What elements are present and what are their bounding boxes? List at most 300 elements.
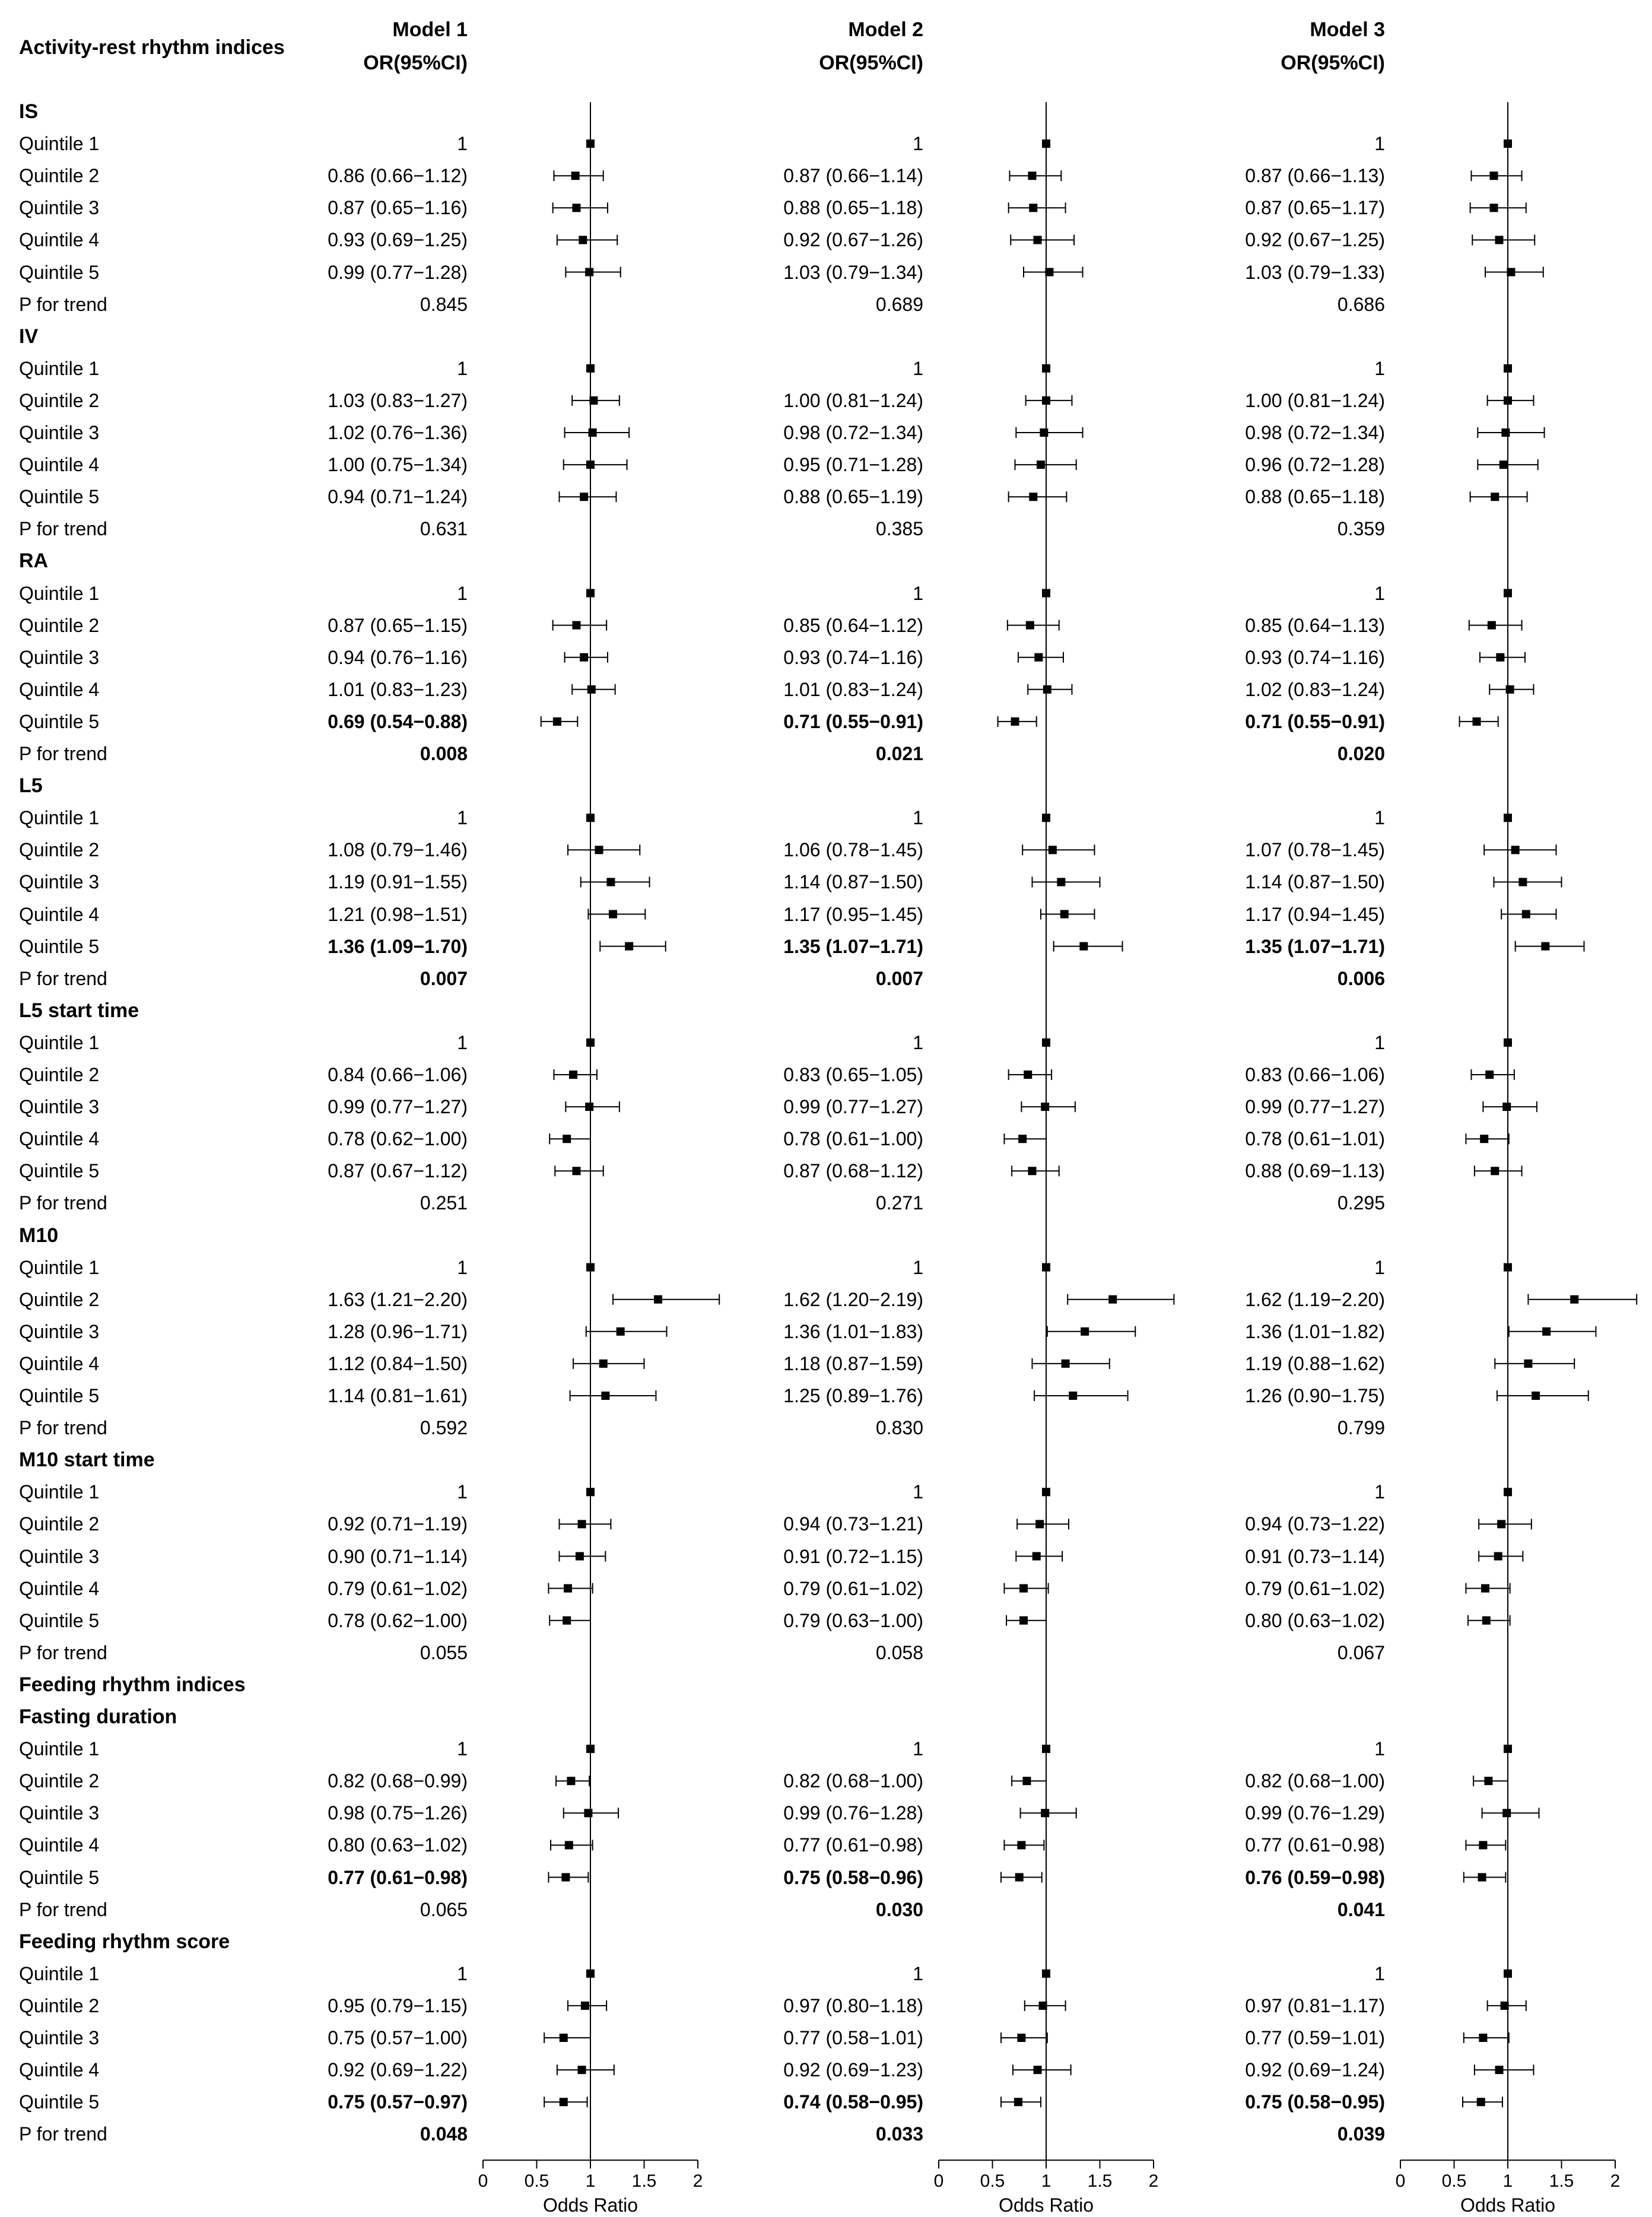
p-trend-label: P for trend [19, 1417, 107, 1439]
or-ci-value: 1.63 (1.21−2.20) [328, 1288, 468, 1310]
or-point [1019, 1616, 1028, 1625]
or-ci-value: 1 [457, 1962, 468, 1984]
ci-mark [566, 267, 620, 278]
or-ci-value: 1 [1374, 582, 1385, 604]
or-ci-value: 1.36 (1.01−1.82) [1245, 1320, 1385, 1342]
ci-mark [1485, 267, 1543, 278]
ci-mark [1482, 1808, 1539, 1818]
or-ci-value: 0.77 (0.58−1.01) [783, 2027, 923, 2048]
ci-mark [1504, 1970, 1512, 1978]
or-point [1041, 1103, 1049, 1111]
p-trend-value: 0.592 [420, 1417, 468, 1439]
quintile-label: Quintile 2 [19, 1064, 100, 1085]
or-ci-value: 0.94 (0.71−1.24) [328, 486, 468, 508]
p-trend-value: 0.007 [875, 967, 923, 989]
p-trend-value: 0.359 [1337, 518, 1385, 540]
x-axis-label-model-1: Odds Ratio [542, 2194, 638, 2216]
ci-mark [1009, 202, 1066, 213]
or-point [1478, 1873, 1486, 1882]
ci-mark [1484, 844, 1556, 855]
or-point [595, 846, 603, 854]
or-point [580, 653, 588, 662]
or-ci-value: 0.82 (0.68−1.00) [1245, 1770, 1385, 1792]
or-ci-value: 1.06 (0.78−1.45) [783, 839, 923, 861]
or-point [1496, 653, 1504, 662]
ci-mark [1501, 909, 1556, 920]
or-ci-value: 0.69 (0.54−0.88) [328, 710, 468, 732]
or-ci-value: 1.12 (0.84−1.50) [328, 1352, 468, 1374]
or-point [585, 1103, 593, 1111]
or-point [586, 1745, 595, 1753]
or-ci-value: 1 [913, 807, 923, 829]
quintile-label: Quintile 2 [19, 1770, 100, 1792]
ci-mark [586, 1745, 595, 1753]
quintile-label: Quintile 4 [19, 678, 100, 700]
ci-mark [1042, 1745, 1050, 1753]
or-point [1045, 268, 1053, 277]
ci-mark [1468, 1615, 1510, 1626]
x-tick-label: 0 [1395, 2171, 1406, 2191]
or-point [1485, 1071, 1494, 1079]
x-tick-label: 1.5 [631, 2171, 657, 2191]
quintile-label: Quintile 1 [19, 1256, 100, 1278]
or-ci-value: 1 [457, 1481, 468, 1503]
p-trend-value: 0.039 [1337, 2123, 1385, 2145]
x-tick-label: 1.5 [1087, 2171, 1113, 2191]
or-ci-value: 0.92 (0.69−1.23) [783, 2059, 923, 2081]
x-tick-label: 1.5 [1549, 2171, 1574, 2191]
model-subheading-2: OR(95%CI) [819, 52, 923, 74]
ci-mark [572, 395, 620, 406]
ci-mark [1001, 2097, 1041, 2107]
ci-mark [586, 1970, 595, 1978]
or-point [1491, 493, 1499, 501]
quintile-label: Quintile 1 [19, 1481, 100, 1503]
or-ci-value: 1.03 (0.79−1.33) [1245, 261, 1385, 283]
ci-mark [1011, 234, 1074, 245]
quintile-label: Quintile 2 [19, 1994, 100, 2016]
or-ci-value: 0.75 (0.57−0.97) [328, 2091, 468, 2113]
or-point [1042, 1488, 1050, 1496]
or-point [586, 1263, 595, 1272]
or-ci-value: 1 [1374, 1256, 1385, 1278]
or-ci-value: 0.97 (0.80−1.18) [783, 1994, 923, 2016]
ci-mark [1001, 2032, 1047, 2043]
or-ci-value: 1 [1374, 133, 1385, 155]
quintile-label: Quintile 3 [19, 1802, 100, 1824]
quintile-label: Quintile 1 [19, 1738, 100, 1760]
or-point [571, 171, 580, 180]
ci-mark [572, 684, 615, 695]
p-trend-value: 0.007 [420, 967, 468, 989]
or-ci-value: 1 [1374, 1738, 1385, 1760]
ci-mark [568, 844, 640, 855]
or-point [586, 139, 595, 148]
or-ci-value: 0.87 (0.67−1.12) [328, 1160, 468, 1182]
ci-mark [588, 909, 645, 920]
or-point [569, 1071, 577, 1079]
or-ci-value: 1.00 (0.81−1.24) [1245, 389, 1385, 411]
or-ci-value: 1.17 (0.95−1.45) [783, 903, 923, 925]
or-point [1069, 1392, 1077, 1400]
or-point [1504, 1038, 1512, 1047]
quintile-label: Quintile 5 [19, 1385, 100, 1406]
or-point [572, 204, 580, 212]
or-point [1022, 1777, 1031, 1785]
or-point [1504, 396, 1512, 405]
quintile-label: Quintile 4 [19, 454, 100, 476]
quintile-label: Quintile 1 [19, 1962, 100, 1984]
row-group-header: L5 [19, 774, 43, 798]
or-ci-value: 1.14 (0.81−1.61) [328, 1385, 468, 1406]
or-point [1504, 589, 1512, 598]
or-ci-value: 1.14 (0.87−1.50) [1245, 871, 1385, 893]
section-title: Activity-rest rhythm indices [19, 36, 285, 59]
p-trend-label: P for trend [19, 1192, 107, 1214]
p-trend-value: 0.055 [420, 1641, 468, 1663]
or-ci-value: 0.79 (0.61−1.02) [328, 1577, 468, 1599]
p-trend-value: 0.295 [1337, 1192, 1385, 1214]
or-ci-value: 0.91 (0.73−1.14) [1245, 1545, 1385, 1567]
ci-mark [564, 459, 627, 470]
or-ci-value: 1 [457, 1256, 468, 1278]
or-point [1518, 878, 1527, 886]
p-trend-label: P for trend [19, 1641, 107, 1663]
or-ci-value: 1.02 (0.83−1.24) [1245, 678, 1385, 700]
model-subheading-1: OR(95%CI) [363, 52, 468, 74]
or-ci-value: 0.78 (0.62−1.00) [328, 1128, 468, 1150]
p-trend-value: 0.006 [1337, 967, 1385, 989]
ci-mark [1516, 941, 1584, 952]
ci-mark [1042, 814, 1050, 822]
or-point [1504, 1745, 1512, 1753]
or-ci-value: 0.88 (0.65−1.18) [783, 197, 923, 219]
ci-mark [1042, 1038, 1050, 1047]
ci-mark [1016, 1551, 1062, 1562]
or-point [1495, 2066, 1504, 2074]
quintile-label: Quintile 1 [19, 582, 100, 604]
ci-mark [586, 1488, 595, 1496]
ci-mark [1480, 652, 1525, 663]
ci-mark [551, 1840, 593, 1850]
or-point [563, 1135, 571, 1143]
quintile-label: Quintile 4 [19, 1352, 100, 1374]
or-point [1501, 2002, 1509, 2010]
quintile-label: Quintile 3 [19, 646, 100, 668]
or-point [560, 2034, 568, 2042]
ci-mark [1025, 2000, 1066, 2011]
or-point [654, 1295, 662, 1304]
ci-mark [1008, 620, 1059, 631]
quintile-label: Quintile 4 [19, 229, 100, 251]
or-point [1479, 1841, 1487, 1849]
or-point [1042, 139, 1050, 148]
or-ci-value: 0.90 (0.71−1.14) [328, 1545, 468, 1567]
ci-mark [554, 170, 603, 181]
or-ci-value: 0.79 (0.61−1.02) [1245, 1577, 1385, 1599]
or-ci-value: 1.19 (0.88−1.62) [1245, 1352, 1385, 1374]
ci-mark [560, 1551, 606, 1562]
or-point [1060, 910, 1069, 919]
or-ci-value: 0.87 (0.66−1.14) [783, 165, 923, 187]
p-trend-label: P for trend [19, 518, 107, 540]
or-point [576, 1552, 584, 1561]
quintile-label: Quintile 5 [19, 261, 100, 283]
ci-mark [1479, 1519, 1532, 1529]
or-point [1034, 653, 1043, 662]
p-trend-label: P for trend [19, 293, 107, 315]
or-ci-value: 0.76 (0.59−0.98) [1245, 1866, 1385, 1888]
or-point [561, 1873, 570, 1882]
or-point [1504, 139, 1512, 148]
or-ci-value: 0.97 (0.81−1.17) [1245, 1994, 1385, 2016]
quintile-label: Quintile 2 [19, 839, 100, 861]
or-point [589, 428, 597, 437]
or-ci-value: 0.92 (0.67−1.25) [1245, 229, 1385, 251]
ci-mark [1463, 2097, 1502, 2107]
or-ci-value: 1 [913, 1738, 923, 1760]
or-point [586, 589, 595, 598]
or-point [606, 878, 615, 886]
or-ci-value: 0.91 (0.72−1.15) [783, 1545, 923, 1567]
or-point [1019, 1584, 1028, 1593]
or-ci-value: 1 [457, 1031, 468, 1053]
or-point [1570, 1295, 1578, 1304]
ci-mark [1488, 2000, 1526, 2011]
or-ci-value: 1.17 (0.94−1.45) [1245, 903, 1385, 925]
or-point [1040, 428, 1048, 437]
or-point [1018, 1135, 1027, 1143]
or-point [1504, 364, 1512, 373]
or-point [578, 1520, 586, 1528]
or-point [1026, 621, 1034, 630]
or-point [1042, 1263, 1050, 1272]
or-point [1057, 878, 1065, 886]
or-ci-value: 1.07 (0.78−1.45) [1245, 839, 1385, 861]
ci-mark [1495, 1358, 1574, 1369]
ci-mark [544, 2032, 590, 2043]
ci-mark [1001, 1872, 1042, 1883]
or-ci-value: 0.79 (0.63−1.00) [783, 1609, 923, 1631]
or-ci-value: 0.92 (0.69−1.22) [328, 2059, 468, 2081]
or-ci-value: 1.08 (0.79−1.46) [328, 839, 468, 861]
ci-mark [1497, 1390, 1589, 1401]
or-ci-value: 1.01 (0.83−1.23) [328, 678, 468, 700]
ci-mark [1054, 941, 1123, 952]
or-point [1482, 1616, 1491, 1625]
ci-mark [555, 1165, 603, 1176]
row-group-header: RA [19, 550, 49, 573]
or-ci-value: 0.78 (0.61−1.00) [783, 1128, 923, 1150]
ci-mark [1017, 1519, 1069, 1529]
or-point [1028, 171, 1036, 180]
or-ci-value: 0.88 (0.69−1.13) [1245, 1160, 1385, 1182]
x-tick-label: 1 [585, 2171, 596, 2191]
or-ci-value: 0.74 (0.58−0.95) [783, 2091, 923, 2113]
ci-mark [586, 589, 595, 598]
ci-mark [557, 234, 617, 245]
x-tick-label: 2 [1610, 2171, 1621, 2191]
ci-mark [1041, 909, 1095, 920]
or-ci-value: 1.36 (1.09−1.70) [328, 935, 468, 957]
or-ci-value: 0.75 (0.58−0.96) [783, 1866, 923, 1888]
ci-mark [998, 716, 1037, 727]
or-ci-value: 1.25 (0.89−1.76) [783, 1385, 923, 1406]
ci-mark [566, 1101, 620, 1112]
ci-mark [1009, 491, 1067, 502]
or-ci-value: 0.77 (0.61−0.98) [328, 1866, 468, 1888]
x-tick-label: 0.5 [980, 2171, 1005, 2191]
or-point [1541, 942, 1549, 951]
ci-mark [1479, 1551, 1523, 1562]
or-point [1495, 236, 1504, 244]
ci-mark [1504, 1038, 1512, 1047]
ci-mark [1472, 234, 1535, 245]
x-axis-label-model-3: Odds Ratio [1460, 2194, 1556, 2216]
or-ci-value: 1.03 (0.79−1.34) [783, 261, 923, 283]
or-point [1497, 1520, 1505, 1528]
or-point [1504, 1488, 1512, 1496]
or-ci-value: 0.87 (0.65−1.17) [1245, 197, 1385, 219]
p-trend-value: 0.385 [875, 518, 923, 540]
ci-mark [586, 814, 595, 822]
or-ci-value: 0.95 (0.71−1.28) [783, 454, 923, 476]
or-point [1039, 2002, 1047, 2010]
ci-mark [1042, 589, 1050, 598]
or-point [599, 1360, 608, 1368]
quintile-label: Quintile 4 [19, 2059, 100, 2081]
quintile-label: Quintile 5 [19, 1160, 100, 1182]
or-point [581, 2002, 589, 2010]
ci-mark [549, 1133, 590, 1144]
ci-mark [1478, 427, 1544, 438]
ci-mark [1032, 1358, 1109, 1369]
or-ci-value: 1.36 (1.01−1.83) [783, 1320, 923, 1342]
or-ci-value: 1.19 (0.91−1.55) [328, 871, 468, 893]
or-point [586, 460, 595, 469]
ci-mark [586, 1326, 667, 1337]
ci-mark [1016, 427, 1082, 438]
or-ci-value: 0.99 (0.77−1.27) [783, 1096, 923, 1118]
ci-mark [1504, 1263, 1512, 1272]
or-point [1011, 717, 1019, 726]
or-point [586, 1970, 595, 1978]
ci-mark [1504, 364, 1512, 373]
or-point [601, 1392, 609, 1400]
quintile-label: Quintile 3 [19, 1096, 100, 1118]
or-ci-value: 0.80 (0.63−1.02) [328, 1834, 468, 1856]
ci-mark [1504, 1488, 1512, 1496]
p-trend-value: 0.799 [1337, 1417, 1385, 1439]
ci-mark [1004, 1133, 1046, 1144]
ci-mark [1528, 1294, 1637, 1305]
p-trend-value: 0.033 [875, 2123, 923, 2145]
or-ci-value: 1.02 (0.76−1.36) [328, 422, 468, 443]
ci-mark [556, 1775, 589, 1786]
ci-mark [1042, 1488, 1050, 1496]
p-trend-label: P for trend [19, 967, 107, 989]
or-point [1049, 846, 1057, 854]
quintile-label: Quintile 2 [19, 1513, 100, 1535]
or-point [625, 942, 633, 951]
quintile-label: Quintile 5 [19, 935, 100, 957]
ci-mark [1460, 716, 1498, 727]
row-group-header: Feeding rhythm indices [19, 1673, 246, 1696]
or-point [572, 621, 580, 630]
quintile-label: Quintile 4 [19, 1577, 100, 1599]
or-point [1499, 460, 1508, 469]
p-trend-value: 0.271 [875, 1192, 923, 1214]
or-ci-value: 1 [913, 582, 923, 604]
or-ci-value: 1.00 (0.81−1.24) [783, 389, 923, 411]
p-trend-value: 0.021 [875, 743, 923, 764]
or-ci-value: 0.98 (0.72−1.34) [783, 422, 923, 443]
or-ci-value: 0.94 (0.73−1.21) [783, 1513, 923, 1535]
quintile-label: Quintile 3 [19, 1320, 100, 1342]
row-group-header: M10 [19, 1224, 59, 1247]
ci-mark [1466, 1583, 1510, 1594]
or-ci-value: 0.77 (0.59−1.01) [1245, 2027, 1385, 2048]
or-ci-value: 1 [913, 1031, 923, 1053]
or-point [1042, 364, 1050, 373]
or-point [1481, 1584, 1489, 1593]
or-point [1501, 428, 1510, 437]
or-ci-value: 0.94 (0.76−1.16) [328, 646, 468, 668]
or-point [1032, 1552, 1041, 1561]
or-ci-value: 0.92 (0.67−1.26) [783, 229, 923, 251]
p-trend-value: 0.041 [1337, 1898, 1385, 1920]
p-trend-label: P for trend [19, 743, 107, 764]
or-point [1042, 1745, 1050, 1753]
ci-mark [1504, 814, 1512, 822]
or-ci-value: 1 [457, 357, 468, 379]
row-group-header: L5 start time [19, 999, 139, 1022]
ci-mark [1028, 684, 1072, 695]
ci-mark [548, 1872, 588, 1883]
or-point [1479, 2034, 1487, 2042]
ci-mark [553, 620, 607, 631]
or-ci-value: 1 [1374, 807, 1385, 829]
ci-mark [1489, 684, 1533, 695]
ci-mark [586, 1038, 595, 1047]
or-ci-value: 1.62 (1.19−2.20) [1245, 1288, 1385, 1310]
or-point [1081, 1327, 1089, 1336]
ci-mark [1042, 364, 1050, 373]
ci-mark [1026, 395, 1072, 406]
or-ci-value: 0.98 (0.75−1.26) [328, 1802, 468, 1824]
ci-mark [1042, 139, 1050, 148]
or-point [553, 717, 561, 726]
or-ci-value: 1 [457, 582, 468, 604]
ci-mark [564, 1808, 618, 1818]
or-ci-value: 0.99 (0.76−1.28) [783, 1802, 923, 1824]
or-ci-value: 1.14 (0.87−1.50) [783, 871, 923, 893]
or-ci-value: 1 [457, 1738, 468, 1760]
ci-mark [1509, 1326, 1596, 1337]
or-ci-value: 0.93 (0.74−1.16) [783, 646, 923, 668]
or-ci-value: 0.93 (0.69−1.25) [328, 229, 468, 251]
or-ci-value: 0.78 (0.62−1.00) [328, 1609, 468, 1631]
or-point [1511, 846, 1520, 854]
or-point [1042, 396, 1050, 405]
or-point [1522, 910, 1530, 919]
ci-mark [1032, 876, 1100, 887]
quintile-label: Quintile 2 [19, 389, 100, 411]
or-point [572, 1167, 580, 1175]
or-ci-value: 1 [1374, 1031, 1385, 1053]
x-tick-label: 1 [1041, 2171, 1051, 2191]
or-ci-value: 0.88 (0.65−1.18) [1245, 486, 1385, 508]
